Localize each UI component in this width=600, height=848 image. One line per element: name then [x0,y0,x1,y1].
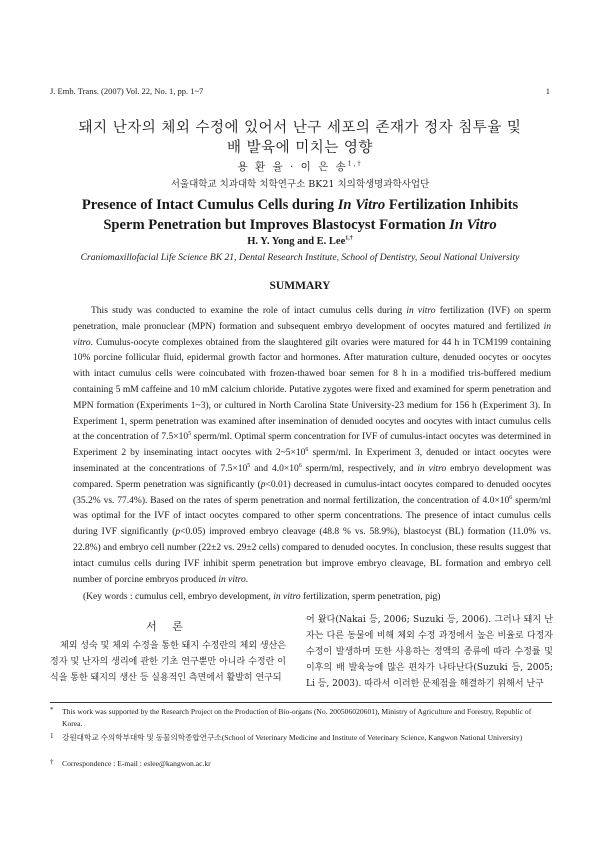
exponent: 6 [298,462,302,469]
title-italic: In Vitro [449,217,497,233]
introduction-right-column: 어 왔다(Nakai 등, 2006; Suzuki 등, 2006). 그러나 돼지 난자는 다른 동물에 비해 체외 수정 과정에서 높은 비율로 다정자 수정이 발생하며 또한 사용하는 정액의 종류에 따라 수정률 및 이후의 배 발육능에 많은 편차가 나타난다(Suzuki 등, 2005; Li 등, 2003). 따라서 이러한 문제점을 해결하기 위해서 난구 [306,615,553,689]
exponent: 5 [247,462,251,469]
abstract-text: and 4.0×10 [250,463,299,474]
abstract-paragraph [73,304,551,588]
abstract-italic: p [175,527,181,538]
english-author-names: H. Y. Yong and E. Lee [247,236,346,247]
introduction-paragraph: 체외 성숙 및 체외 수정을 통한 돼지 수정란의 체외 생산은 정자 및 난자의 생리에 관한 기초 연구뿐만 아니라 수정란 이식을 통한 돼지의 생산 등 실용적인 측면에서 활발히 연구되 [50,641,286,683]
abstract-text: fertilization (IVF) on sperm penetration, male pronuclear (MPN) formation and subsequent embryo development of oocytes matured and fertilized [73,306,551,332]
english-title-line-2 [40,215,560,235]
page-number: 1 [545,86,550,96]
korean-authors [40,159,560,174]
abstract-italic: p [260,479,266,490]
english-title-line-1 [40,195,560,215]
abstract-text: sperm/ml. In Experiment 3, denuded or intact oocytes were inseminated at the concentrations of 7.5×10 [73,448,552,474]
abstract-text: sperm/ml was optimal for the IVF of intact oocytes compared to other sperm concentrations. The presence of intact cumulus cells during IVF significantly ( [73,495,551,538]
korean-title-line-2: 배 발육에 미치는 영향 [227,140,373,156]
english-affiliation: Craniomaxillofacial Life Science BK 21, Dental Research Institute, School of Dentistry, Seoul National University [80,252,520,263]
footnote-text: Correspondence : E-mail : eslee@kangwon.ac.kr [62,759,211,768]
footnote-text: This work was supported by the Research Project on the Production of Bio-organs (No. 200506020601), Ministry of Agriculture and Forestry, Republic of Korea. [62,707,532,728]
footnote-mark: * [50,706,54,714]
title-text: Presence of Intact Cumulus Cells during [81,197,338,213]
keywords [73,592,551,602]
abstract-italic: in vitro [73,321,551,348]
abstract-italic: in vitro [406,306,436,316]
english-title [40,195,560,235]
keywords-text: fertilization, sperm penetration, pig) [300,592,441,602]
korean-title [40,118,560,158]
keywords-italic: in vitro [273,592,301,602]
exponent: 6 [509,494,513,501]
exponent: 5 [188,431,192,438]
footnote-divider [50,702,552,703]
footnote-text: 강원대학교 수의학부대학 및 동물의학종합연구소(School of Veterinary Medicine and Institute of Veterinary Science, Kangwon National University) [62,733,523,742]
abstract-italic: in vitro [417,463,447,474]
abstract-text: <0.05) improved embryo cleavage (48.8 % vs. 58.9%), blastocyst (BL) formation (11.0% vs. 22.8%) and embryo cell number (22±2 vs. 29±2 cells) compared to denuded oocytes. In conclusion, these results suggest that intact cumulus cells during IVF inhibit sperm penetration but improve embryo cleavage, BL formation and embryo cell number of porcine embryos produced [73,527,552,585]
korean-title-line-1: 돼지 난자의 체외 수정에 있어서 난구 세포의 존재가 정자 침투율 및 [78,120,522,136]
exponent: 6 [305,447,309,454]
title-italic: In Vitro [337,197,386,213]
abstract-text: embryo development was compared. Sperm penetration was significantly ( [73,463,551,490]
footnote-funding [50,706,552,730]
abstract-body [73,304,551,588]
korean-affiliation: 서울대학교 치과대학 치학연구소 BK21 치의학생명과학사업단 [170,179,430,190]
english-authors [40,236,560,247]
footnote-mark: † [50,758,54,766]
abstract-text: This study was conducted to examine the role of intact cumulus cells during [91,306,407,316]
abstract-text: . Cumulus-oocyte complexes obtained from the slaughtered gilt ovaries were matured for 44 h in TCM199 containing 10% porcine follicular fluid, epidermal growth factor and hormones. After maturation culture, denuded oocytes or oocytes with intact cumulus cells were coincubated with frozen-thawed boar semen for 8 h in a modified tris-buffered medium containing 5 mM caffeine and 10 mM calcium chloride. Putative zygotes were fixed and examined for sperm penetration and MPN formation (Experiments 1~3), or cultured in North Carolina State University-23 medium for 156 h (Experiment 3). In Experiment 1, sperm penetration was examined after insemination of denuded oocytes and oocytes with intact cumulus cells at the concentration of 7.5×10 [73,337,551,443]
abstract-text: sperm/ml, respectively, and [301,463,418,474]
keywords-text: (Key words : cumulus cell, embryo development, [83,592,274,602]
footnote-correspondence [50,758,552,770]
title-text: Fertilization Inhibits [385,197,519,213]
abstract-text: sperm/ml. Optimal sperm concentration for IVF of cumulus-intact oocytes was determined in Experiment 2 by inseminating intact oocytes with 2~5×10 [73,432,551,459]
running-header [50,86,550,96]
korean-author-names: 용 환 율 · 이 은 송 [237,161,348,173]
korean-author-marks: 1,† [347,160,363,168]
title-text: Sperm Penetration but Improves Blastocyst Formation [103,217,450,233]
footnote-mark: 1 [50,732,54,740]
introduction-left-column [50,638,286,686]
introduction-heading: 서 론 [146,620,189,633]
journal-citation: J. Emb. Trans. (2007) Vol. 22, No. 1, pp. 1~7 [50,86,204,96]
english-author-marks: 1,† [345,235,353,242]
summary-heading: SUMMARY [269,280,331,292]
footnote-affiliation [50,732,552,744]
abstract-text: <0.01) decreased in cumulus-intact oocytes compared to denuded oocytes (35.2% vs. 77.4%). Based on the rates of sperm penetration and normal fertilization, the concentration of 4.0×10 [73,479,551,506]
abstract-italic: in vitro [218,574,246,585]
abstract-text: . [245,574,249,585]
